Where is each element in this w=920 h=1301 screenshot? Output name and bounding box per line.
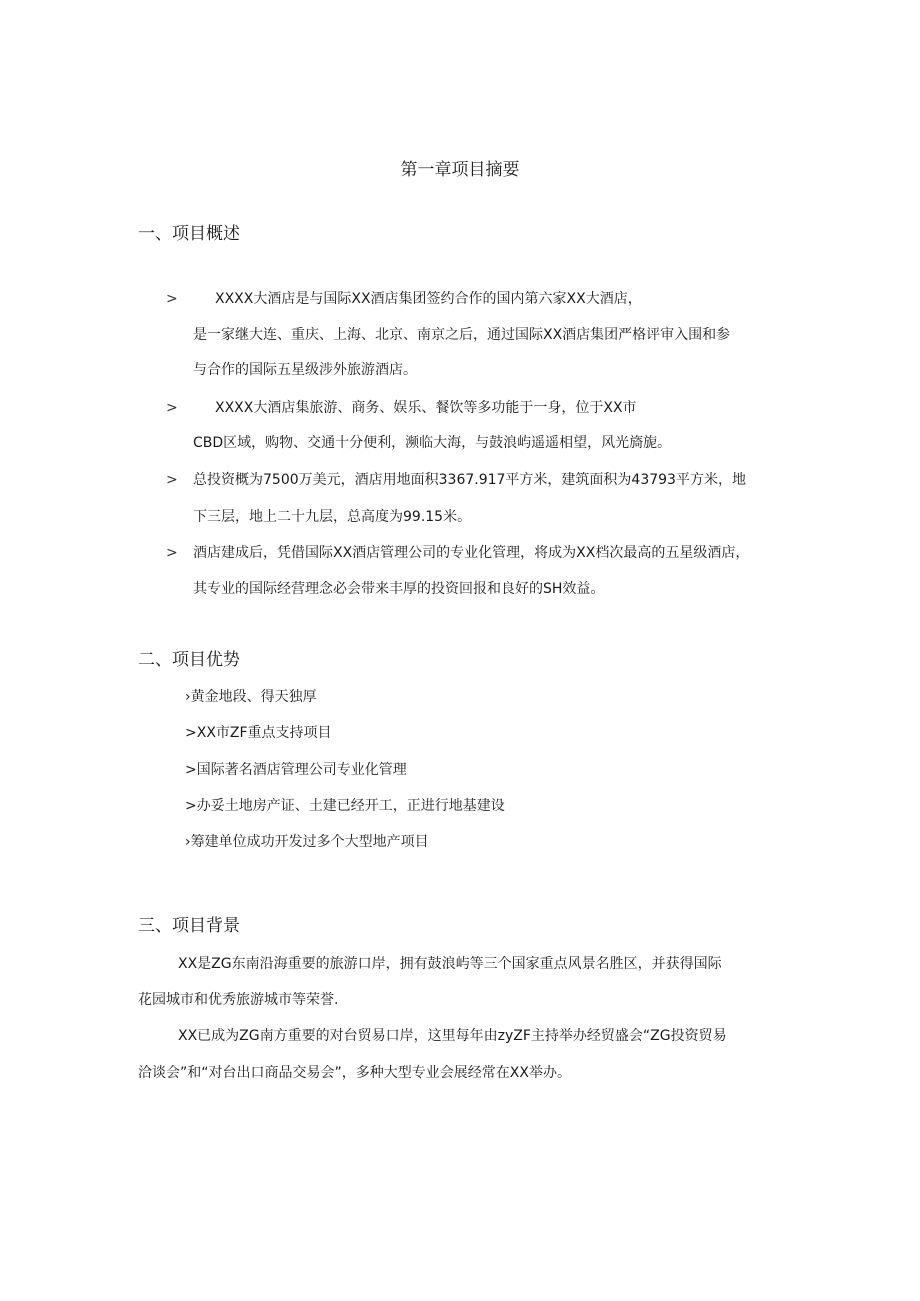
paragraph-line: XX是ZG东南沿海重要的旅游口岸，拥有鼓浪屿等三个国家重点风景名胜区，并获得国际 (178, 956, 722, 972)
paragraph-line: 洽谈会”和“对台出口商品交易会”，多种大型专业会展经常在XX举办。 (138, 1065, 571, 1081)
advantage-item: >XX市ZF重点支持项目 (185, 725, 332, 741)
bullet-text-line: XXXX大酒店是与国际XX酒店集团签约合作的国内第六家XX大酒店， (215, 291, 642, 307)
bullet-marker: > (166, 545, 178, 561)
advantage-item: ›筹建单位成功开发过多个大型地产项目 (185, 834, 429, 850)
chapter-title: 第一章项目摘要 (400, 160, 520, 180)
bullet-text-line: 酒店建成后，凭借国际XX酒店管理公司的专业化管理，将成为XX档次最高的五星级酒店， (193, 545, 750, 561)
bullet-marker: > (166, 472, 178, 488)
bullet-marker: > (166, 291, 178, 307)
paragraph-line: 花园城市和优秀旅游城市等荣誉. (138, 992, 339, 1008)
section-heading-advantages: 二、项目优势 (138, 650, 240, 670)
bullet-text-line: 其专业的国际经营理念必会带来丰厚的投资回报和良好的SH效益。 (193, 581, 605, 597)
paragraph-line: XX已成为ZG南方重要的对台贸易口岸，这里每年由zyZF主持举办经贸盛会“ZG投资贸易 (178, 1028, 727, 1044)
bullet-text-line: CBD区域，购物、交通十分便利，濒临大海，与鼓浪屿遥遥相望，风光旖旎。 (193, 435, 672, 451)
section-heading-overview: 一、项目概述 (138, 224, 240, 244)
bullet-text-line: 总投资概为7500万美元，酒店用地面积3367.917平方米，建筑面积为43793平方米，地 (193, 472, 746, 488)
advantage-item: >国际著名酒店管理公司专业化管理 (185, 762, 407, 778)
advantage-item: ›黄金地段、得天独厚 (185, 689, 317, 705)
bullet-text-line: XXXX大酒店集旅游、商务、娱乐、餐饮等多功能于一身，位于XX市 (215, 400, 637, 416)
bullet-text-line: 下三层，地上二十九层，总高度为99.15米。 (193, 509, 472, 525)
advantage-item: >办妥土地房产证、土建已经开工，正进行地基建设 (185, 798, 505, 814)
bullet-marker: > (166, 400, 178, 416)
bullet-text-line: 与合作的国际五星级涉外旅游酒店。 (193, 362, 417, 378)
bullet-text-line: 是一家继大连、重庆、上海、北京、南京之后，通过国际XX酒店集团严格评审入围和参 (193, 327, 731, 343)
section-heading-background: 三、项目背景 (138, 916, 240, 936)
